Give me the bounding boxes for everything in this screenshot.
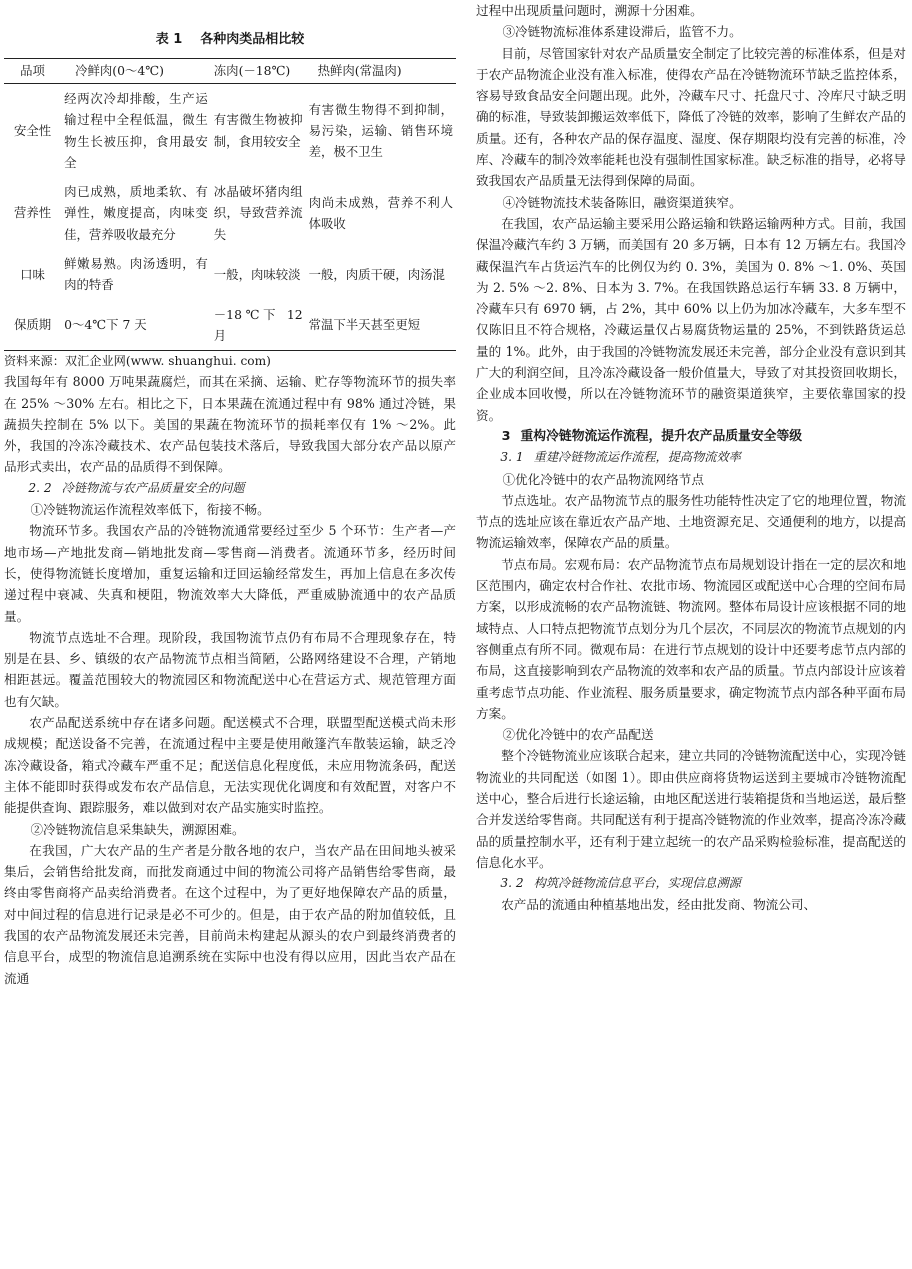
table-cell: 有害微生物得不到抑制，易污染，运输、销售环境差，极不卫生: [308, 101, 453, 160]
paragraph: 过程中出现质量问题时，溯源十分困难。: [476, 3, 703, 18]
table-row: [4, 84, 456, 178]
table-cell: 一般，肉味较淡: [213, 266, 301, 282]
table-row: [4, 300, 456, 351]
paragraph: 我国每年有 8000 万吨果蔬腐烂，而其在采摘、运输、贮存等物流环节的损失率在 25% ～30% 左右。相比之下，日本果蔬在流通过程中有 98% 通过冷链，果蔬损失控制在 5% 以下。美国的果蔬在物流环节的损耗率仅有 1% ～2%。此外，我国的冷冻冷藏技术、农产品包装技术落后，导致我国大部分农产品以原产品形式卖出，农产品的品质得不到保障。: [4, 374, 456, 475]
table-cell: 一般，肉质干硬，肉汤混: [308, 266, 445, 282]
paragraph: 节点布局。宏观布局：农产品物流节点布局规划设计指在一定的层次和地区范围内，确定农村合作社、农批市场、物流园区或配送中心合理的空间布局方案，以形成流畅的农产品物流链、物流网。整体布局设计应该根据不同的地域特点、人口特点把物流节点划分为几个层次，不同层次的物流节点规划的内容侧重点有所不同。微观布局：在进行节点规划的设计中还要考虑节点内部的布局，这直接影响到农产品物流的效率和农产品的质量。节点内部设计应该着重考虑节点功能、作业流程、服务质量要求，确定物流节点内部各种平面布局方案。: [476, 556, 906, 721]
table-header: 冷鲜肉(0～4℃): [61, 59, 211, 84]
subsection-heading-3-2: 3. 2 构筑冷链物流信息平台，实现信息溯源: [500, 876, 741, 891]
paragraph: 节点选址。农产品物流节点的服务性功能特性决定了它的地理位置，物流节点的选址应该在靠近农产品产地、土地资源充足、交通便利的地方，以提高物流运输效率，保障农产品的质量。: [476, 492, 906, 551]
meat-comparison-table: [4, 58, 456, 351]
table-cell: 保质期: [13, 317, 52, 333]
subsection-heading-2-2: 2. 2 冷链物流与农产品质量安全的问题: [28, 480, 245, 495]
table-source: 资料来源：双汇企业网(www. shuanghui. com): [4, 354, 271, 369]
paragraph: 在我国，农产品运输主要采用公路运输和铁路运输两种方式。目前，我国保温冷藏汽车约 3 万辆，而美国有 20 多万辆，日本有 12 万辆左右。我国冷藏保温汽车占货运汽车的比例仅为约 0. 3%，美国为 0. 8% ～1. 0%、英国为 2. 5% ～2. 8%、日本为 3. 7%。在我国铁路总运行车辆 33. 8 万辆中，冷藏车只有 6970 辆，占 2%，其中 60% 以上仍为加冰冷藏车，大多车型不仅陈旧且不符合规格，冷藏运量仅占易腐货物运量的 25%，不到铁路货运总量的 1%。此外，由于我国的冷链物流发展还未完善，部分企业没有意识到其广大的利润空间，且冷冻冷藏设备一般价值量大，导致了对其投资回收期长，企业成本回收慢，所以在冷链物流环节的融资渠道狭窄，主要依靠国家的投资。: [476, 215, 906, 423]
table-row: [4, 249, 456, 300]
right-column: [476, 0, 906, 916]
list-item: ②冷链物流信息采集缺失，溯源困难。: [30, 821, 245, 837]
table-cell: 冰晶破坏猪肉组织，导致营养流失: [213, 184, 303, 242]
table-cell: 0～4℃下 7 天: [64, 317, 147, 333]
paragraph: 整个冷链物流业应该联合起来，建立共同的冷链物流配送中心，实现冷链物流业的共同配送（如图 1）。即由供应商将货物运送到主要城市冷链物流配送中心，整合后进行长途运输，由地区配送进行装箱提货和当地运送，最后整合并发送给零售商。共同配送有利于提高冷链物流的作业效率，提高冷冻冷藏品的质量控制水平，还有利于建立起统一的农产品采购检验标准，提高配送的信息化水平。: [476, 748, 906, 870]
table-cell: 经两次冷却排酸，生产运输过程中全程低温，微生物生长被压抑，食用最安全: [64, 91, 208, 170]
table-cell: 有害微生物被抑制，食用较安全: [213, 112, 303, 149]
paragraph: 物流环节多。我国农产品的冷链物流通常要经过至少 5 个环节：生产者—产地市场—产地批发商—销地批发商—零售商—消费者。流通环节多，经历时间长，使得物流链长度增加，重复运输和迂回运输经常发生，再加上信息在多次传递过程中衰减、失真和梗阻，物流效率大大降低，严重威胁流通中的农产品质量。: [4, 523, 456, 624]
paragraph: 农产品的流通由种植基地出发，经由批发商、物流公司、: [501, 897, 817, 913]
list-item: ④冷链物流技术装备陈旧，融资渠道狭窄。: [502, 194, 742, 210]
paragraph: 目前，尽管国家针对农产品质量安全制定了比较完善的标准体系，但是对于农产品物流企业没有准入标准，使得农产品在冷链物流环节缺乏监控体系，容易导致食品安全问题出现。此外，冷藏车尺寸、托盘尺寸、冷库尺寸缺乏明确的标准，导致装卸搬运效率低下，降低了冷链的效率，影响了生鲜农产品的质量。还有，各种农产品的保存温度、湿度、保存期限均没有完善的标准，冷库、冷藏车的制冷效率能耗也没有强制性国家标准。缺乏标准的指导，必将导致我国农产品质量无法得到保障的局面。: [476, 45, 906, 189]
table-header: 冻肉(－18℃): [211, 59, 306, 84]
list-item: ①冷链物流运作流程效率低下，衔接不畅。: [30, 502, 270, 518]
table-header-row: [4, 59, 456, 84]
section-heading-3: 3 重构冷链物流运作流程，提升农产品质量安全等级: [501, 428, 803, 444]
table-cell: 常温下半天甚至更短: [308, 317, 421, 333]
table-cell: 口味: [20, 266, 45, 282]
list-item: ②优化冷链中的农产品配送: [502, 727, 654, 743]
list-item: ③冷链物流标准体系建设滞后，监管不力。: [502, 24, 742, 40]
table-cell: 肉尚未成熟，营养不利人体吸收: [308, 194, 453, 232]
left-column: [4, 0, 456, 989]
list-item: ①优化冷链中的农产品物流网络节点: [502, 471, 704, 487]
table-title: 表 1 各种肉类品相比较: [155, 32, 305, 47]
table-row: [4, 177, 456, 249]
paragraph: 农产品配送系统中存在诸多问题。配送模式不合理，联盟型配送模式尚未形成规模；配送设备不完善，在流通过程中主要是使用敞篷汽车散装运输，缺乏冷冻冷藏设备，箱式冷藏车严重不足；配送信息化程度低，未应用物流条码，配送主体不能即时获得或发布农产品信息，无法实现优化调度和有效配置，对客户不能提供查询、跟踪服务，难以做到对农产品实施实时监控。: [4, 715, 456, 816]
table-cell: 肉已成熟，质地柔软、有弹性，嫩度提高，肉味变佳，营养吸收最充分: [64, 184, 208, 242]
table-cell: 安全性: [13, 122, 52, 138]
table-header: 热鲜肉(常温肉): [306, 59, 456, 84]
table-cell: －18℃下 12 月: [213, 306, 303, 343]
table-header: 品项: [4, 59, 61, 84]
table-cell: 营养性: [13, 205, 52, 221]
paragraph: 物流节点选址不合理。现阶段，我国物流节点仍有布局不合理现象存在，特别是在县、乡、镇级的农产品物流节点相当简陋，公路网络建设不合理，产销地相距甚远。覆盖范围较大的物流园区和物流配送中心在营运方式、规范管理方面也有欠缺。: [4, 629, 456, 709]
table-cell: 鲜嫩易熟。肉汤透明，有肉的特香: [64, 256, 208, 293]
paragraph: 在我国，广大农产品的生产者是分散各地的农户，当农产品在田间地头被采集后，会销售给批发商，而批发商通过中间的物流公司将产品销售给零售商，最终由零售商将产品卖给消费者。在这个过程中，为了更好地保障农产品的质量，对中间过程的信息进行记录是必不可少的。但是，由于农产品的附加值较低，且我国的农产品物流发展还未完善，目前尚未构建起从源头的农户到最终消费者的信息平台，成型的物流信息追溯系统在实际中也没有得以应用，因此当农产品在流通: [4, 842, 456, 986]
subsection-heading-3-1: 3. 1 重建冷链物流运作流程，提高物流效率: [500, 450, 741, 465]
